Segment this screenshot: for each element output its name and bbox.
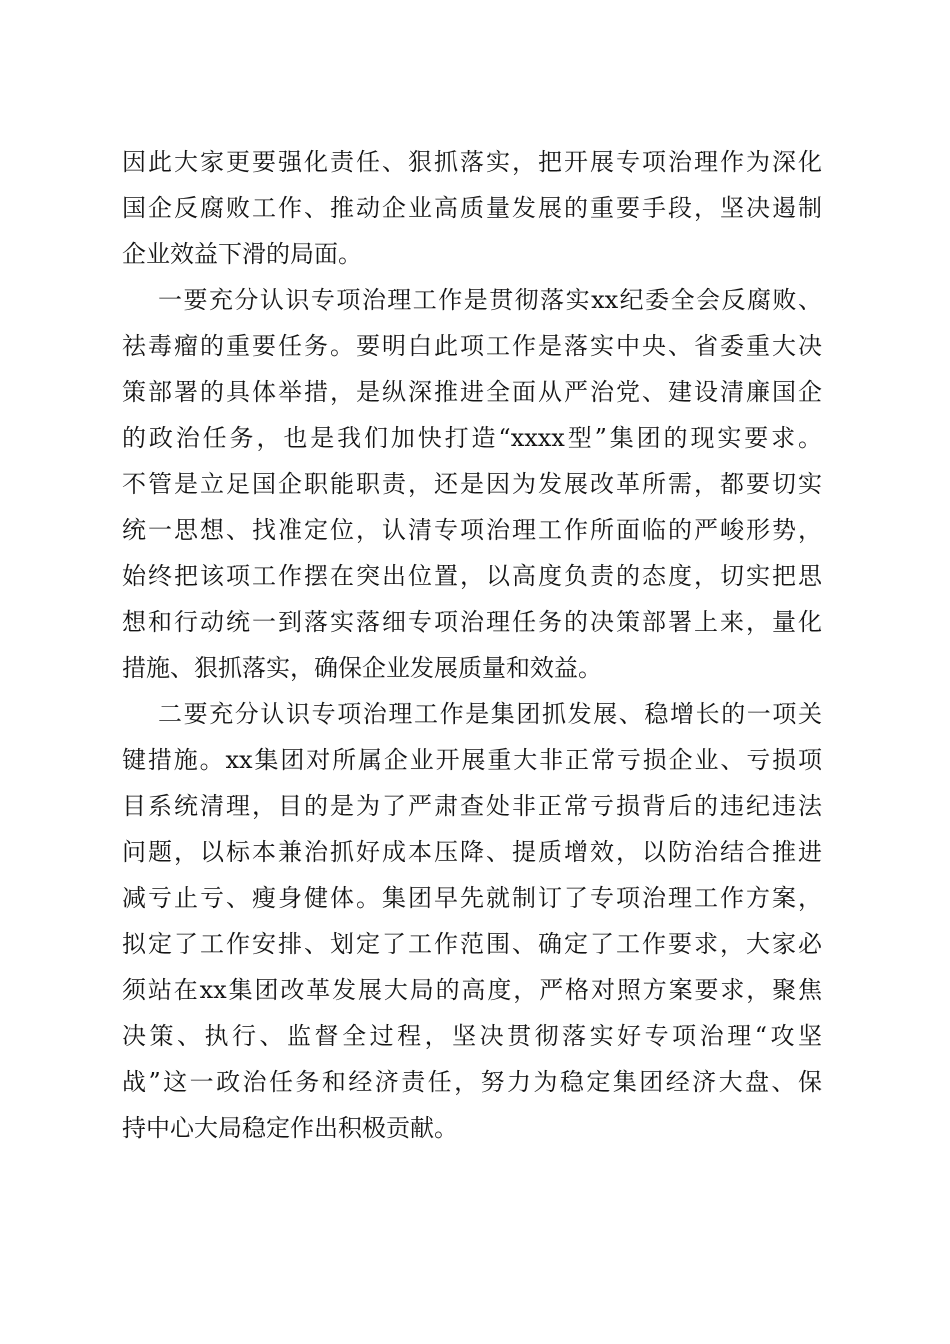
text-line: 统一思想、找准定位，认清专项治理工作所面临的严峻形势，: [122, 516, 822, 544]
text-line: 因此大家更要强化责任、狠抓落实，把开展专项治理作为深化: [122, 148, 822, 176]
text-line: 目系统清理，目的是为了严肃查处非正常亏损背后的违纪违法: [122, 792, 822, 820]
paragraph-2: [122, 277, 822, 691]
text-line: 须站在xx集团改革发展大局的高度，严格对照方案要求，聚焦: [122, 976, 822, 1004]
text-line: 一要充分认识专项治理工作是贯彻落实xx纪委全会反腐败、: [158, 286, 822, 314]
text-line: 减亏止亏、瘦身健体。集团早先就制订了专项治理工作方案，: [122, 884, 822, 912]
text-line: 决策、执行、监督全过程，坚决贯彻落实好专项治理“攻坚: [122, 1022, 822, 1050]
text-line: 想和行动统一到落实落细专项治理任务的决策部署上来，量化: [122, 608, 822, 636]
text-line: 问题，以标本兼治抓好成本压降、提质增效，以防治结合推进: [122, 838, 822, 866]
text-line: 拟定了工作安排、划定了工作范围、确定了工作要求，大家必: [122, 930, 822, 958]
text-line: 祛毒瘤的重要任务。要明白此项工作是落实中央、省委重大决: [122, 332, 822, 360]
text-line: 企业效益下滑的局面。: [122, 240, 362, 268]
paragraph-1: [122, 139, 822, 277]
text-line: 策部署的具体举措，是纵深推进全面从严治党、建设清廉国企: [122, 378, 822, 406]
document-body: [122, 139, 822, 1151]
text-line: 二要充分认识专项治理工作是集团抓发展、稳增长的一项关: [158, 700, 822, 728]
text-line: 不管是立足国企职能职责，还是因为发展改革所需，都要切实: [122, 470, 822, 498]
text-line: 国企反腐败工作、推动企业高质量发展的重要手段，坚决遏制: [122, 194, 822, 222]
text-line: 措施、狠抓落实，确保企业发展质量和效益。: [122, 654, 602, 682]
paragraph-3: [122, 691, 822, 1151]
text-line: 持中心大局稳定作出积极贡献。: [122, 1114, 458, 1142]
text-line: 键措施。xx集团对所属企业开展重大非正常亏损企业、亏损项: [122, 746, 822, 774]
text-line: 始终把该项工作摆在突出位置，以高度负责的态度，切实把思: [122, 562, 822, 590]
text-line: 的政治任务，也是我们加快打造“xxxx型”集团的现实要求。: [122, 424, 822, 452]
text-line: 战”这一政治任务和经济责任，努力为稳定集团经济大盘、保: [122, 1068, 822, 1096]
